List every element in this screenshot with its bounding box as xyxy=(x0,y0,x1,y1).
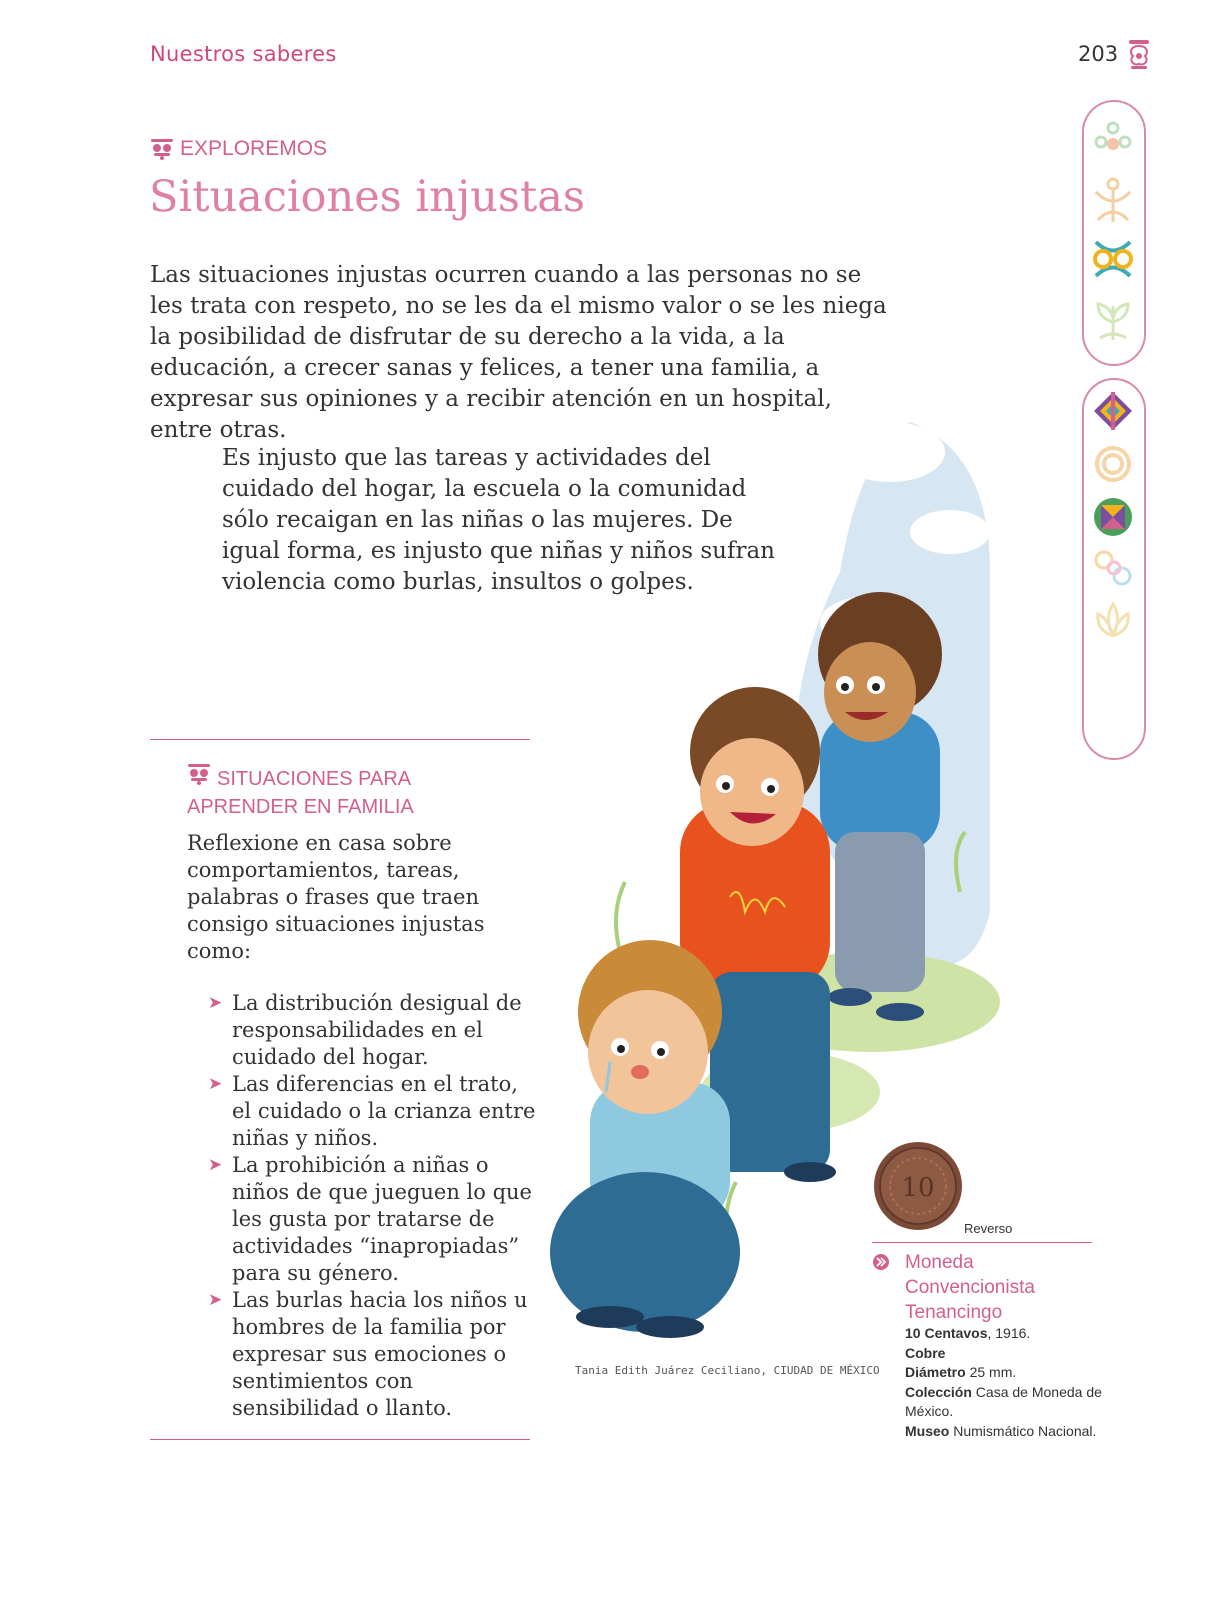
intro-paragraph: Las situaciones injustas ocurren cuando a las personas no se les trata con respeto, no se les da el mismo valor o se les niega la posibilidad de disfrutar de su derecho a la vida, a la educación, a crecer sanas y felices, a tener una familia, a expresar sus opiniones y a recibir atención en un hospital, entre otras. xyxy=(150,262,887,443)
coin-image xyxy=(872,1140,964,1232)
chevron-right-icon: ➤ xyxy=(208,1155,223,1175)
list-item: ➤ La distribución desigual de responsabilidades en el cuidado del hogar. xyxy=(208,991,522,1069)
coin-denomination: 10 Centavos, 1916. xyxy=(905,1325,1031,1341)
diamond-compass-icon xyxy=(1092,390,1134,432)
arrow-circle-icon xyxy=(872,1253,890,1271)
ornament-icon xyxy=(150,138,174,160)
people-group-icon xyxy=(1090,176,1136,226)
family-list xyxy=(208,990,538,1422)
page-number: 203 xyxy=(1078,42,1119,66)
family-section-label xyxy=(187,765,414,821)
chain-icon xyxy=(1092,548,1136,590)
section-label xyxy=(150,137,327,161)
family-box-bottom-rule xyxy=(150,1439,530,1440)
plant-icon xyxy=(1092,294,1134,342)
callout-paragraph: Es injusto que las tareas y actividades del cuidado del hogar, la escuela o la comunidad sólo recaigan en las niñas o las mujeres. De igual forma, es injusto que niñas y niños sufran violencia como burlas, insultos o golpes. xyxy=(222,445,775,595)
hourglass-icon xyxy=(1092,496,1134,538)
coin-collection: Colección Casa de Moneda de México. xyxy=(905,1383,1102,1419)
family-body: Reflexione en casa sobre comportamientos, tareas, palabras o frases que traen consigo situaciones injustas como: xyxy=(187,831,485,963)
family-box-top-rule xyxy=(150,739,530,740)
list-item: ➤ Las diferencias en el trato, el cuidado o la crianza entre niñas y niños. xyxy=(208,1072,536,1150)
spiral-icon xyxy=(1093,444,1133,484)
coin-face-label: Reverso xyxy=(964,1221,1013,1236)
crossed-people-icon xyxy=(1090,236,1136,282)
section-label-text: EXPLOREMOS xyxy=(180,137,328,160)
chevron-right-icon: ➤ xyxy=(208,1074,223,1094)
coin-museum: Museo Numismático Nacional. xyxy=(905,1422,1097,1439)
coin-info xyxy=(905,1324,1105,1441)
ornament-icon xyxy=(1127,38,1151,72)
family-label-line1: SITUACIONES PARA xyxy=(217,768,412,790)
chevron-right-icon: ➤ xyxy=(208,1290,223,1310)
coin-face-value: 10 xyxy=(901,1173,935,1203)
list-item: ➤ La prohibición a niñas o niños de que jueguen lo que les gusta por tratarse de actividades “inapropiadas” para su género. xyxy=(208,1153,532,1285)
flower-deco-icon xyxy=(1093,118,1133,160)
list-item: ➤ Las burlas hacia los niños u hombres de la familia por expresar sus emociones o sentimientos con sensibilidad o llanto. xyxy=(208,1288,528,1420)
coin-rule xyxy=(872,1242,1092,1243)
coin-material: Cobre xyxy=(905,1344,946,1361)
header-section-title: Nuestros saberes xyxy=(150,42,337,66)
page-title: Situaciones injustas xyxy=(149,172,585,222)
coin-diameter: Diámetro 25 mm. xyxy=(905,1364,1017,1380)
family-label-line2: APRENDER EN FAMILIA xyxy=(187,796,414,818)
coin-title: Moneda Convencionista Tenancingo xyxy=(905,1252,1035,1323)
ornament-icon xyxy=(187,763,211,785)
lotus-icon xyxy=(1092,600,1134,640)
chevron-right-icon: ➤ xyxy=(208,993,223,1013)
illustration-credit: Tania Edith Juárez Ceciliano, CIUDAD DE MÉXICO xyxy=(575,1364,880,1377)
